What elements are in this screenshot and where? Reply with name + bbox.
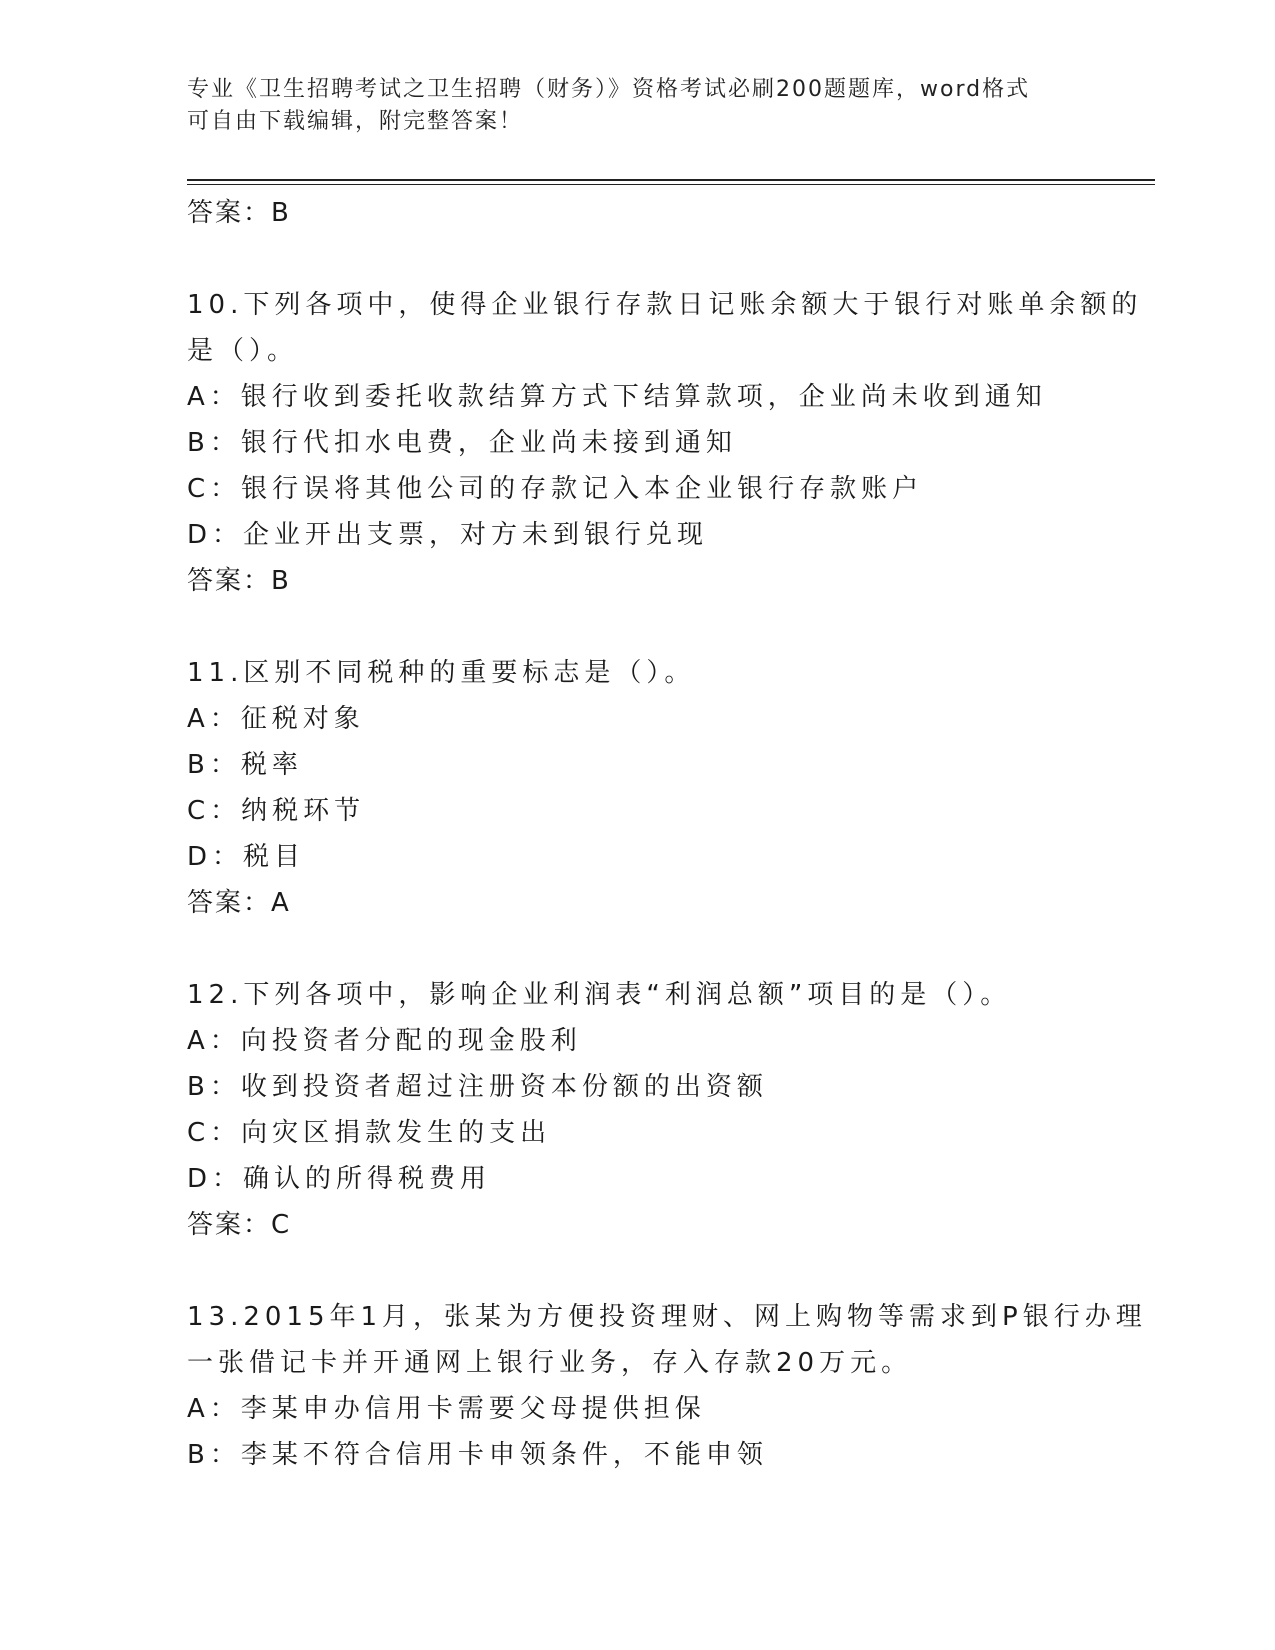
header-line-2: 可自由下载编辑，附完整答案！ xyxy=(187,109,524,134)
question-12 xyxy=(187,972,1155,1248)
option-a: A：李某申办信用卡需要父母提供担保 xyxy=(187,1394,706,1424)
option-b: B：银行代扣水电费，企业尚未接到通知 xyxy=(187,428,737,458)
option-b: B：收到投资者超过注册资本份额的出资额 xyxy=(187,1072,768,1102)
question-text: 10.下列各项中，使得企业银行存款日记账余额大于银行对账单余额的 xyxy=(187,290,1143,320)
document-header xyxy=(187,74,1087,138)
question-10 xyxy=(187,282,1155,604)
option-b: B：李某不符合信用卡申领条件，不能申领 xyxy=(187,1440,768,1470)
option-c: C：纳税环节 xyxy=(187,796,366,826)
header-divider-thick xyxy=(187,179,1155,181)
answer-line: 答案：B xyxy=(187,198,291,228)
option-a: A：银行收到委托收款结算方式下结算款项，企业尚未收到通知 xyxy=(187,382,1047,412)
question-13 xyxy=(187,1294,1155,1478)
answer-line: 答案：A xyxy=(187,888,291,918)
option-b: B：税率 xyxy=(187,750,303,780)
option-d: D：企业开出支票，对方未到银行兑现 xyxy=(187,520,709,550)
option-a: A：征税对象 xyxy=(187,704,365,734)
question-text: 11.区别不同税种的重要标志是（）。 xyxy=(187,658,696,688)
option-a: A：向投资者分配的现金股利 xyxy=(187,1026,582,1056)
header-divider-thin xyxy=(187,184,1155,185)
option-d: D：税目 xyxy=(187,842,306,872)
question-text: 13.2015年1月，张某为方便投资理财、网上购物等需求到P银行办理 xyxy=(187,1302,1147,1332)
option-c: C：银行误将其他公司的存款记入本企业银行存款账户 xyxy=(187,474,924,504)
question-11 xyxy=(187,650,1155,926)
question-text: 一张借记卡并开通网上银行业务，存入存款20万元。 xyxy=(187,1348,913,1378)
option-d: D：确认的所得税费用 xyxy=(187,1164,492,1194)
header-line-1: 专业《卫生招聘考试之卫生招聘（财务）》资格考试必刷200题题库，word格式 xyxy=(187,77,1031,102)
answer-line: 答案：B xyxy=(187,566,291,596)
question-text: 是（）。 xyxy=(187,336,299,366)
document-body xyxy=(187,190,1155,1478)
question-text: 12.下列各项中，影响企业利润表“利润总额”项目的是（）。 xyxy=(187,980,1012,1010)
option-c: C：向灾区捐款发生的支出 xyxy=(187,1118,552,1148)
answer-line: 答案：C xyxy=(187,1210,292,1240)
